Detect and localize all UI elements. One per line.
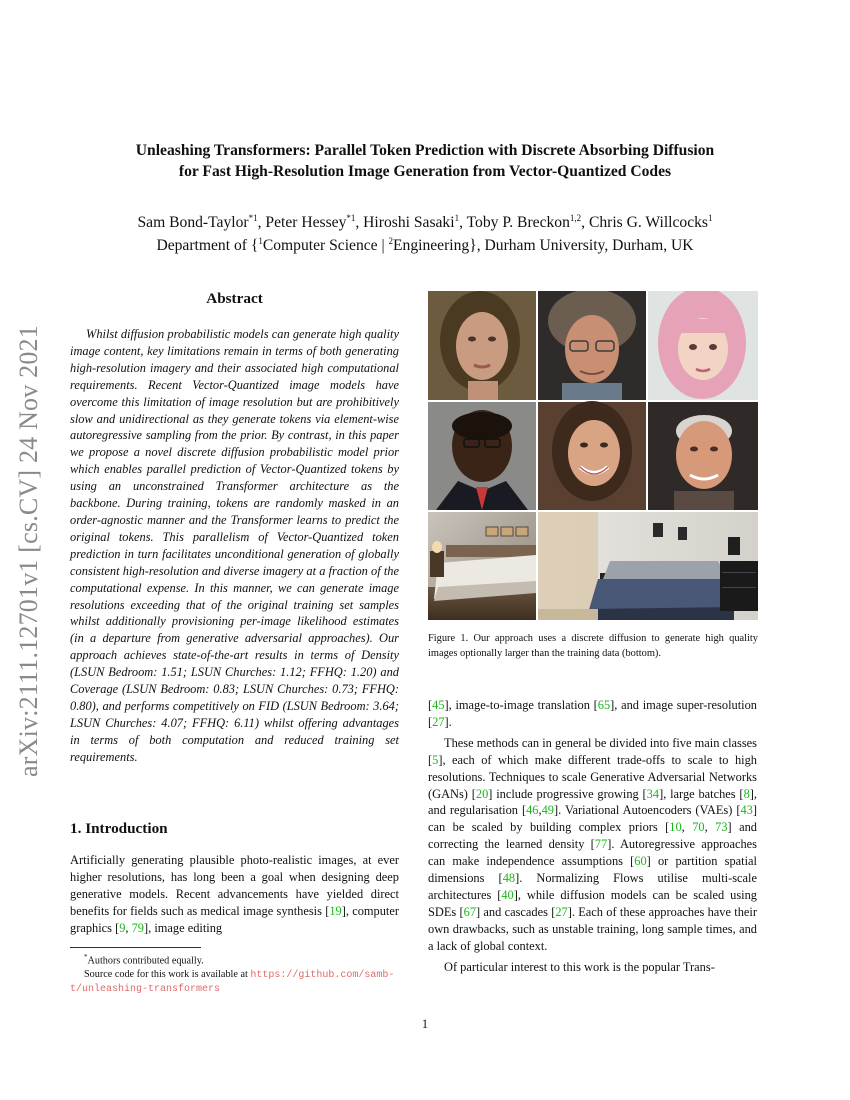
citation-link[interactable]: 34 — [646, 786, 660, 801]
footnote-marker: * — [84, 953, 88, 961]
body-text: ] can be scaled by building complex priors [ — [428, 803, 757, 835]
footnote-divider — [70, 947, 201, 948]
author-name: Peter Hessey — [265, 214, 347, 231]
footnote-1 — [70, 951, 405, 968]
intro-text-c: , — [125, 920, 132, 935]
body-text: ]. — [444, 714, 452, 729]
body-text: ] include progressive growing [ — [488, 786, 647, 801]
body-text: ]. Each of these approaches have their own drawbacks, such as unstable training, long sample times, and a lack of global context. — [428, 904, 757, 953]
intro-text-a: Artificially generating plausible photo-realistic images, at ever higher resolutions, has long been a goal when designing deep generative models. Recent advancements have yielded direct benefits for fields such as medical image synthesis [ — [70, 853, 399, 918]
bedroom-image-1 — [428, 512, 536, 620]
face-image-1 — [428, 291, 536, 400]
body-text: ]. Variational Autoencoders (VAEs) [ — [554, 803, 741, 818]
citation-link[interactable]: 40 — [501, 887, 514, 902]
footnotes — [70, 951, 405, 997]
body-text: , — [681, 820, 693, 835]
affiliation-sup-2: 2 — [388, 236, 394, 246]
citation-link[interactable]: 27 — [555, 904, 568, 919]
citation-link[interactable]: 48 — [502, 871, 516, 886]
source-code-link[interactable]: https://github.com/samb-t/unleashing-transformers — [70, 969, 395, 996]
arxiv-sidebar — [8, 285, 48, 785]
author-affiliation-marker: *1 — [248, 213, 258, 223]
citation-link[interactable]: 9 — [119, 920, 126, 935]
title-line-2: for Fast High-Resolution Image Generation from Vector-Quantized Codes — [178, 163, 672, 180]
citation-link[interactable]: 27 — [432, 714, 445, 729]
paper-title — [60, 140, 790, 182]
body-text: These methods can in general be divided into five main classes [ — [428, 735, 757, 767]
right-column-body — [428, 697, 757, 976]
citation-link[interactable]: 67 — [463, 904, 477, 919]
footnote-1-text: Authors contributed equally. — [87, 955, 204, 967]
author-block — [60, 211, 790, 257]
intro-paragraph — [70, 852, 399, 937]
bedroom-image-2 — [538, 512, 758, 620]
body-text: ]. Autoregressive approaches can make independence assumptions [ — [428, 837, 757, 869]
body-text: ] and cascades [ — [476, 904, 556, 919]
body-text: ], while diffusion models can be scaled using SDEs [ — [428, 887, 758, 919]
citation-link[interactable]: 77 — [594, 837, 608, 852]
title-line-1: Unleashing Transformers: Parallel Token Prediction with Discrete Absorbing Diffusion — [135, 142, 715, 159]
citation-link[interactable]: 49 — [541, 803, 554, 818]
body-text: ], large batches [ — [659, 786, 744, 801]
body-text: ], and regularisation [ — [428, 786, 757, 818]
right-paragraph-2: Of particular interest to this work is the popular Trans- — [444, 959, 715, 974]
body-text: [ — [428, 698, 433, 712]
author-name: Chris G. Willcocks — [588, 214, 708, 231]
footnote-2 — [70, 968, 405, 997]
citation-link[interactable]: 70 — [692, 820, 705, 835]
body-text: ] and correcting the learned density [ — [428, 820, 757, 852]
footnote-2-text: Source code for this work is available at — [84, 968, 251, 980]
citation-link[interactable]: 45 — [432, 698, 445, 712]
citation-link[interactable]: 43 — [740, 803, 753, 818]
page-number: 1 — [421, 1017, 429, 1031]
intro-text-d: ], image editing — [144, 920, 223, 935]
abstract-body — [70, 326, 399, 766]
affiliation-1: Computer Science | — [262, 237, 389, 254]
affiliation-prefix: Department of { — [156, 237, 259, 254]
introduction-body — [70, 852, 399, 937]
citation-link[interactable]: 5 — [432, 752, 439, 767]
citation-link[interactable]: 10 — [669, 820, 682, 835]
citation-link[interactable]: 19 — [329, 903, 342, 918]
body-text: , — [704, 820, 716, 835]
section-heading-introduction: 1. Introduction — [70, 820, 168, 837]
citation-link[interactable]: 20 — [475, 786, 489, 801]
figure-1-image-grid — [428, 291, 758, 620]
citation-link[interactable]: 60 — [634, 854, 647, 869]
abstract-text: Whilst diffusion probabilistic models can generate high quality image content, key limitations remain in terms of both generating high-resolution imagery and their associated high computational requirements. Recent Vector-Quantized image models have overcome this limitation of image resolution but are prohibitively slow and unidirectional as they generate tokens via element-wise autoregressive sampling from the prior. By contrast, in this paper we propose a novel discrete diffusion probabilistic model prior which enables parallel prediction of Vector-Quantized tokens by using an unconstrained Transformer architecture as the backbone. During training, tokens are randomly masked in an order-agnostic manner and the Transformer learns to predict the original tokens. This parallelism of Vector-Quantized token prediction in turn facilitates unconditional generation of globally consistent high-resolution and diverse imagery at a fraction of the computational expense. In this manner, we can generate image resolutions exceeding that of the original training set samples whilst additionally provisioning per-image likelihood estimates (in a departure from generative adversarial approaches). Our approach achieves state-of-the-art results in terms of Density (LSUN Bedroom: 1.51; LSUN Churches: 1.12; FFHQ: 1.20) and Coverage (LSUN Bedroom: 0.83; LSUN Churches: 0.73; FFHQ: 0.80), and performs competitively on FID (LSUN Bedroom: 3.64; LSUN Churches: 4.07; FFHQ: 6.11) whilst offering advantages in terms of both computation and reduced training set requirements. — [70, 327, 399, 764]
face-image-5 — [538, 401, 646, 510]
affiliation-line — [60, 234, 790, 257]
author-name: Toby P. Breckon — [466, 214, 570, 231]
author-name: Sam Bond-Taylor — [137, 214, 249, 231]
author-affiliation-marker: 1,2 — [569, 213, 582, 223]
citation-link[interactable]: 8 — [743, 786, 750, 801]
affiliation-sup-1: 1 — [258, 236, 263, 246]
body-text: ]. Normalizing Flows utilise multi-scale architectures [ — [428, 871, 757, 902]
citation-link[interactable]: 46 — [526, 803, 539, 818]
face-image-2 — [538, 291, 646, 400]
face-image-3 — [648, 291, 758, 400]
intro-text-b: ], computer graphics [ — [70, 903, 399, 935]
author-affiliation-marker: 1 — [454, 213, 460, 223]
author-name: Hiroshi Sasaki — [363, 214, 455, 231]
right-paragraph-1 — [428, 735, 757, 955]
author-affiliation-marker: 1 — [708, 213, 713, 223]
author-affiliation-marker: *1 — [346, 213, 356, 223]
citation-link[interactable]: 73 — [715, 820, 728, 835]
body-text: ], each of which make different trade-offs to scale to high resolutions. Techniques to scale Generative Adversarial Networks (GANs) [ — [428, 752, 757, 801]
abstract-heading: Abstract — [206, 290, 263, 307]
face-image-6 — [648, 402, 758, 510]
body-text: ], and image super-resolution [ — [428, 698, 757, 729]
citation-link[interactable]: 79 — [131, 920, 144, 935]
arxiv-identifier: arXiv:2111.12701v1 [cs.CV] 24 Nov 2021 — [14, 325, 43, 777]
citation-link[interactable]: 65 — [597, 698, 611, 712]
body-text: , — [538, 803, 542, 818]
affiliation-2: Engineering}, Durham University, Durham, UK — [393, 237, 694, 254]
body-text: ], image-to-image translation [ — [444, 698, 598, 712]
figure-grid-svg — [428, 291, 758, 620]
body-text: ] or partition spatial dimensions [ — [428, 854, 757, 886]
author-list: Sam Bond-Taylor$^{*1}$, Peter Hessey$^{*1}$, Hiroshi Sasaki$^1$, Toby P. Breckon$^{1,2}$, Chris G. Willcocks$^1$ — [137, 213, 713, 231]
figure-1-caption: Figure 1. Our approach uses a discrete diffusion to generate high quality images optionally larger than the training data (bottom). — [428, 633, 758, 660]
right-paragraph-0 — [428, 697, 757, 731]
face-image-4 — [428, 402, 536, 510]
